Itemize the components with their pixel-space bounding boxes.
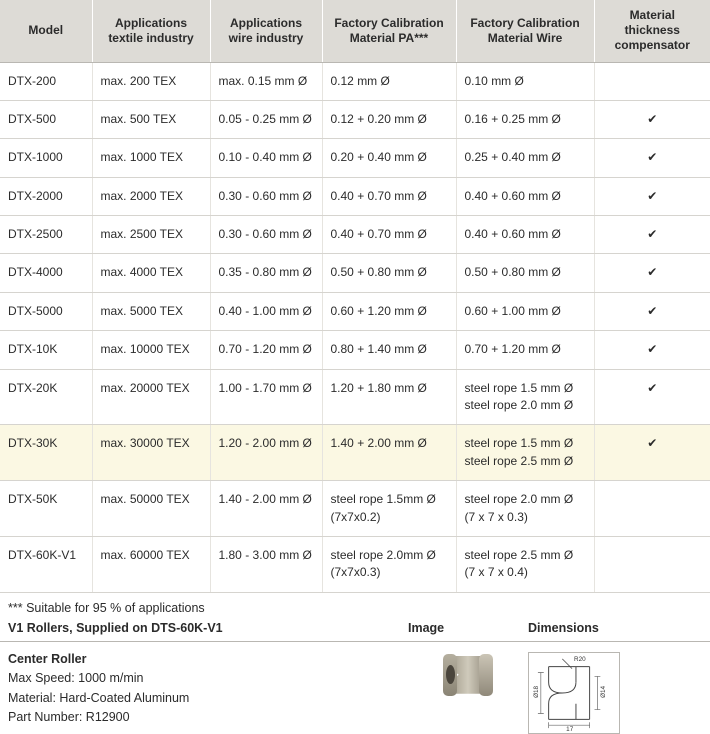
column-header-factory-calibration-wire: Factory Calibration Material Wire bbox=[456, 0, 594, 62]
cell-factory-calibration-wire: 0.40 + 0.60 mm Ø bbox=[456, 177, 594, 215]
cell-material-thickness-compensator: ✔ bbox=[594, 177, 710, 215]
cell-applications-textile: max. 500 TEX bbox=[92, 100, 210, 138]
cell-applications-wire: 0.05 - 0.25 mm Ø bbox=[210, 100, 322, 138]
cell-applications-wire: max. 0.15 mm Ø bbox=[210, 62, 322, 100]
cell-factory-calibration-pa: 0.40 + 0.70 mm Ø bbox=[322, 177, 456, 215]
column-header-factory-calibration-pa: Factory Calibration Material PA*** bbox=[322, 0, 456, 62]
cell-factory-calibration-pa: 0.12 + 0.20 mm Ø bbox=[322, 100, 456, 138]
cell-applications-wire: 0.35 - 0.80 mm Ø bbox=[210, 254, 322, 292]
cell-factory-calibration-wire: 0.25 + 0.40 mm Ø bbox=[456, 139, 594, 177]
cell-model: DTX-2500 bbox=[0, 216, 92, 254]
drawing-label-d14: Ø14 bbox=[600, 685, 608, 698]
v1-image-column-label: Image bbox=[408, 620, 445, 635]
table-row bbox=[0, 216, 710, 254]
cell-material-thickness-compensator: ✔ bbox=[594, 425, 710, 481]
cell-model: DTX-4000 bbox=[0, 254, 92, 292]
cell-factory-calibration-wire: steel rope 2.5 mm Ø (7 x 7 x 0.4) bbox=[456, 536, 594, 592]
cell-applications-wire: 0.30 - 0.60 mm Ø bbox=[210, 177, 322, 215]
cell-applications-textile: max. 10000 TEX bbox=[92, 331, 210, 369]
cell-material-thickness-compensator bbox=[594, 62, 710, 100]
table-row bbox=[0, 536, 710, 592]
cell-factory-calibration-wire: 0.60 + 1.00 mm Ø bbox=[456, 292, 594, 330]
cell-factory-calibration-wire: 0.70 + 1.20 mm Ø bbox=[456, 331, 594, 369]
roller-dimensions-cell bbox=[528, 650, 702, 734]
roller-details bbox=[8, 650, 408, 734]
cell-material-thickness-compensator: ✔ bbox=[594, 216, 710, 254]
column-header-applications-wire: Applications wire industry bbox=[210, 0, 322, 62]
cell-factory-calibration-pa: 0.20 + 0.40 mm Ø bbox=[322, 139, 456, 177]
roller-dimension-drawing bbox=[528, 652, 620, 734]
table-row bbox=[0, 425, 710, 481]
cell-factory-calibration-pa: 0.60 + 1.20 mm Ø bbox=[322, 292, 456, 330]
cell-applications-textile: max. 5000 TEX bbox=[92, 292, 210, 330]
cell-model: DTX-10K bbox=[0, 331, 92, 369]
cell-applications-wire: 0.70 - 1.20 mm Ø bbox=[210, 331, 322, 369]
table-row bbox=[0, 369, 710, 425]
cell-factory-calibration-wire: steel rope 1.5 mm Ø steel rope 2.5 mm Ø bbox=[456, 425, 594, 481]
cell-factory-calibration-wire: 0.16 + 0.25 mm Ø bbox=[456, 100, 594, 138]
roller-material: Material: Hard-Coated Aluminum bbox=[8, 690, 190, 705]
cell-applications-textile: max. 200 TEX bbox=[92, 62, 210, 100]
cell-material-thickness-compensator: ✔ bbox=[594, 100, 710, 138]
cell-material-thickness-compensator: ✔ bbox=[594, 139, 710, 177]
column-header-material-thickness-compensator: Material thickness compensator bbox=[594, 0, 710, 62]
cell-applications-textile: max. 4000 TEX bbox=[92, 254, 210, 292]
cell-applications-wire: 1.00 - 1.70 mm Ø bbox=[210, 369, 322, 425]
table-header bbox=[0, 0, 710, 62]
cell-applications-textile: max. 30000 TEX bbox=[92, 425, 210, 481]
cell-applications-wire: 1.80 - 3.00 mm Ø bbox=[210, 536, 322, 592]
cell-factory-calibration-pa: 1.20 + 1.80 mm Ø bbox=[322, 369, 456, 425]
table-row bbox=[0, 254, 710, 292]
roller-right-flange bbox=[479, 654, 493, 696]
roller-name: Center Roller bbox=[8, 651, 87, 666]
cell-factory-calibration-pa: 0.80 + 1.40 mm Ø bbox=[322, 331, 456, 369]
cell-material-thickness-compensator bbox=[594, 536, 710, 592]
drawing-label-width: 17 bbox=[566, 725, 574, 733]
cell-factory-calibration-pa: steel rope 1.5mm Ø (7x7x0.2) bbox=[322, 481, 456, 537]
cell-applications-textile: max. 50000 TEX bbox=[92, 481, 210, 537]
table-row bbox=[0, 331, 710, 369]
table-header-row bbox=[0, 0, 710, 62]
cell-applications-textile: max. 20000 TEX bbox=[92, 369, 210, 425]
table-row bbox=[0, 292, 710, 330]
table-body bbox=[0, 62, 710, 592]
cell-applications-wire: 1.40 - 2.00 mm Ø bbox=[210, 481, 322, 537]
cell-model: DTX-1000 bbox=[0, 139, 92, 177]
cell-applications-textile: max. 2500 TEX bbox=[92, 216, 210, 254]
cell-model: DTX-30K bbox=[0, 425, 92, 481]
table-row bbox=[0, 139, 710, 177]
cell-material-thickness-compensator: ✔ bbox=[594, 292, 710, 330]
cell-factory-calibration-pa: 0.40 + 0.70 mm Ø bbox=[322, 216, 456, 254]
footnote: *** Suitable for 95 % of applications bbox=[8, 600, 205, 615]
roller-image-cell bbox=[408, 650, 528, 734]
table-row bbox=[0, 62, 710, 100]
cell-model: DTX-500 bbox=[0, 100, 92, 138]
cell-applications-wire: 0.40 - 1.00 mm Ø bbox=[210, 292, 322, 330]
cell-material-thickness-compensator: ✔ bbox=[594, 254, 710, 292]
roller-part-number: Part Number: R12900 bbox=[8, 709, 130, 724]
cell-factory-calibration-wire: 0.40 + 0.60 mm Ø bbox=[456, 216, 594, 254]
cell-applications-textile: max. 60000 TEX bbox=[92, 536, 210, 592]
cell-material-thickness-compensator bbox=[594, 481, 710, 537]
cell-factory-calibration-pa: steel rope 2.0mm Ø (7x7x0.3) bbox=[322, 536, 456, 592]
roller-max-speed: Max Speed: 1000 m/min bbox=[8, 671, 144, 686]
cell-factory-calibration-wire: steel rope 2.0 mm Ø (7 x 7 x 0.3) bbox=[456, 481, 594, 537]
cell-factory-calibration-wire: 0.10 mm Ø bbox=[456, 62, 594, 100]
table-row bbox=[0, 481, 710, 537]
cell-applications-textile: max. 1000 TEX bbox=[92, 139, 210, 177]
cell-applications-wire: 1.20 - 2.00 mm Ø bbox=[210, 425, 322, 481]
cell-model: DTX-200 bbox=[0, 62, 92, 100]
drawing-label-r20: R20 bbox=[574, 655, 586, 663]
column-header-applications-textile: Applications textile industry bbox=[92, 0, 210, 62]
v1-section-header bbox=[0, 619, 710, 642]
cell-material-thickness-compensator: ✔ bbox=[594, 331, 710, 369]
cell-model: DTX-60K-V1 bbox=[0, 536, 92, 592]
cell-applications-textile: max. 2000 TEX bbox=[92, 177, 210, 215]
cell-factory-calibration-wire: steel rope 1.5 mm Ø steel rope 2.0 mm Ø bbox=[456, 369, 594, 425]
cell-model: DTX-5000 bbox=[0, 292, 92, 330]
roller-photo bbox=[439, 652, 497, 698]
v1-section-title: V1 Rollers, Supplied on DTS-60K-V1 bbox=[8, 620, 223, 635]
cell-factory-calibration-pa: 1.40 + 2.00 mm Ø bbox=[322, 425, 456, 481]
cell-applications-wire: 0.10 - 0.40 mm Ø bbox=[210, 139, 322, 177]
roller-bore bbox=[446, 665, 455, 684]
drawing-label-d18: Ø18 bbox=[532, 685, 540, 698]
cell-material-thickness-compensator: ✔ bbox=[594, 369, 710, 425]
cell-model: DTX-50K bbox=[0, 481, 92, 537]
roller-row bbox=[0, 642, 710, 734]
cell-applications-wire: 0.30 - 0.60 mm Ø bbox=[210, 216, 322, 254]
v1-dimensions-column-label: Dimensions bbox=[528, 620, 599, 635]
cell-model: DTX-20K bbox=[0, 369, 92, 425]
table-row bbox=[0, 100, 710, 138]
cell-factory-calibration-pa: 0.12 mm Ø bbox=[322, 62, 456, 100]
cell-model: DTX-2000 bbox=[0, 177, 92, 215]
cell-factory-calibration-pa: 0.50 + 0.80 mm Ø bbox=[322, 254, 456, 292]
column-header-model: Model bbox=[0, 0, 92, 62]
table-row bbox=[0, 177, 710, 215]
cell-factory-calibration-wire: 0.50 + 0.80 mm Ø bbox=[456, 254, 594, 292]
